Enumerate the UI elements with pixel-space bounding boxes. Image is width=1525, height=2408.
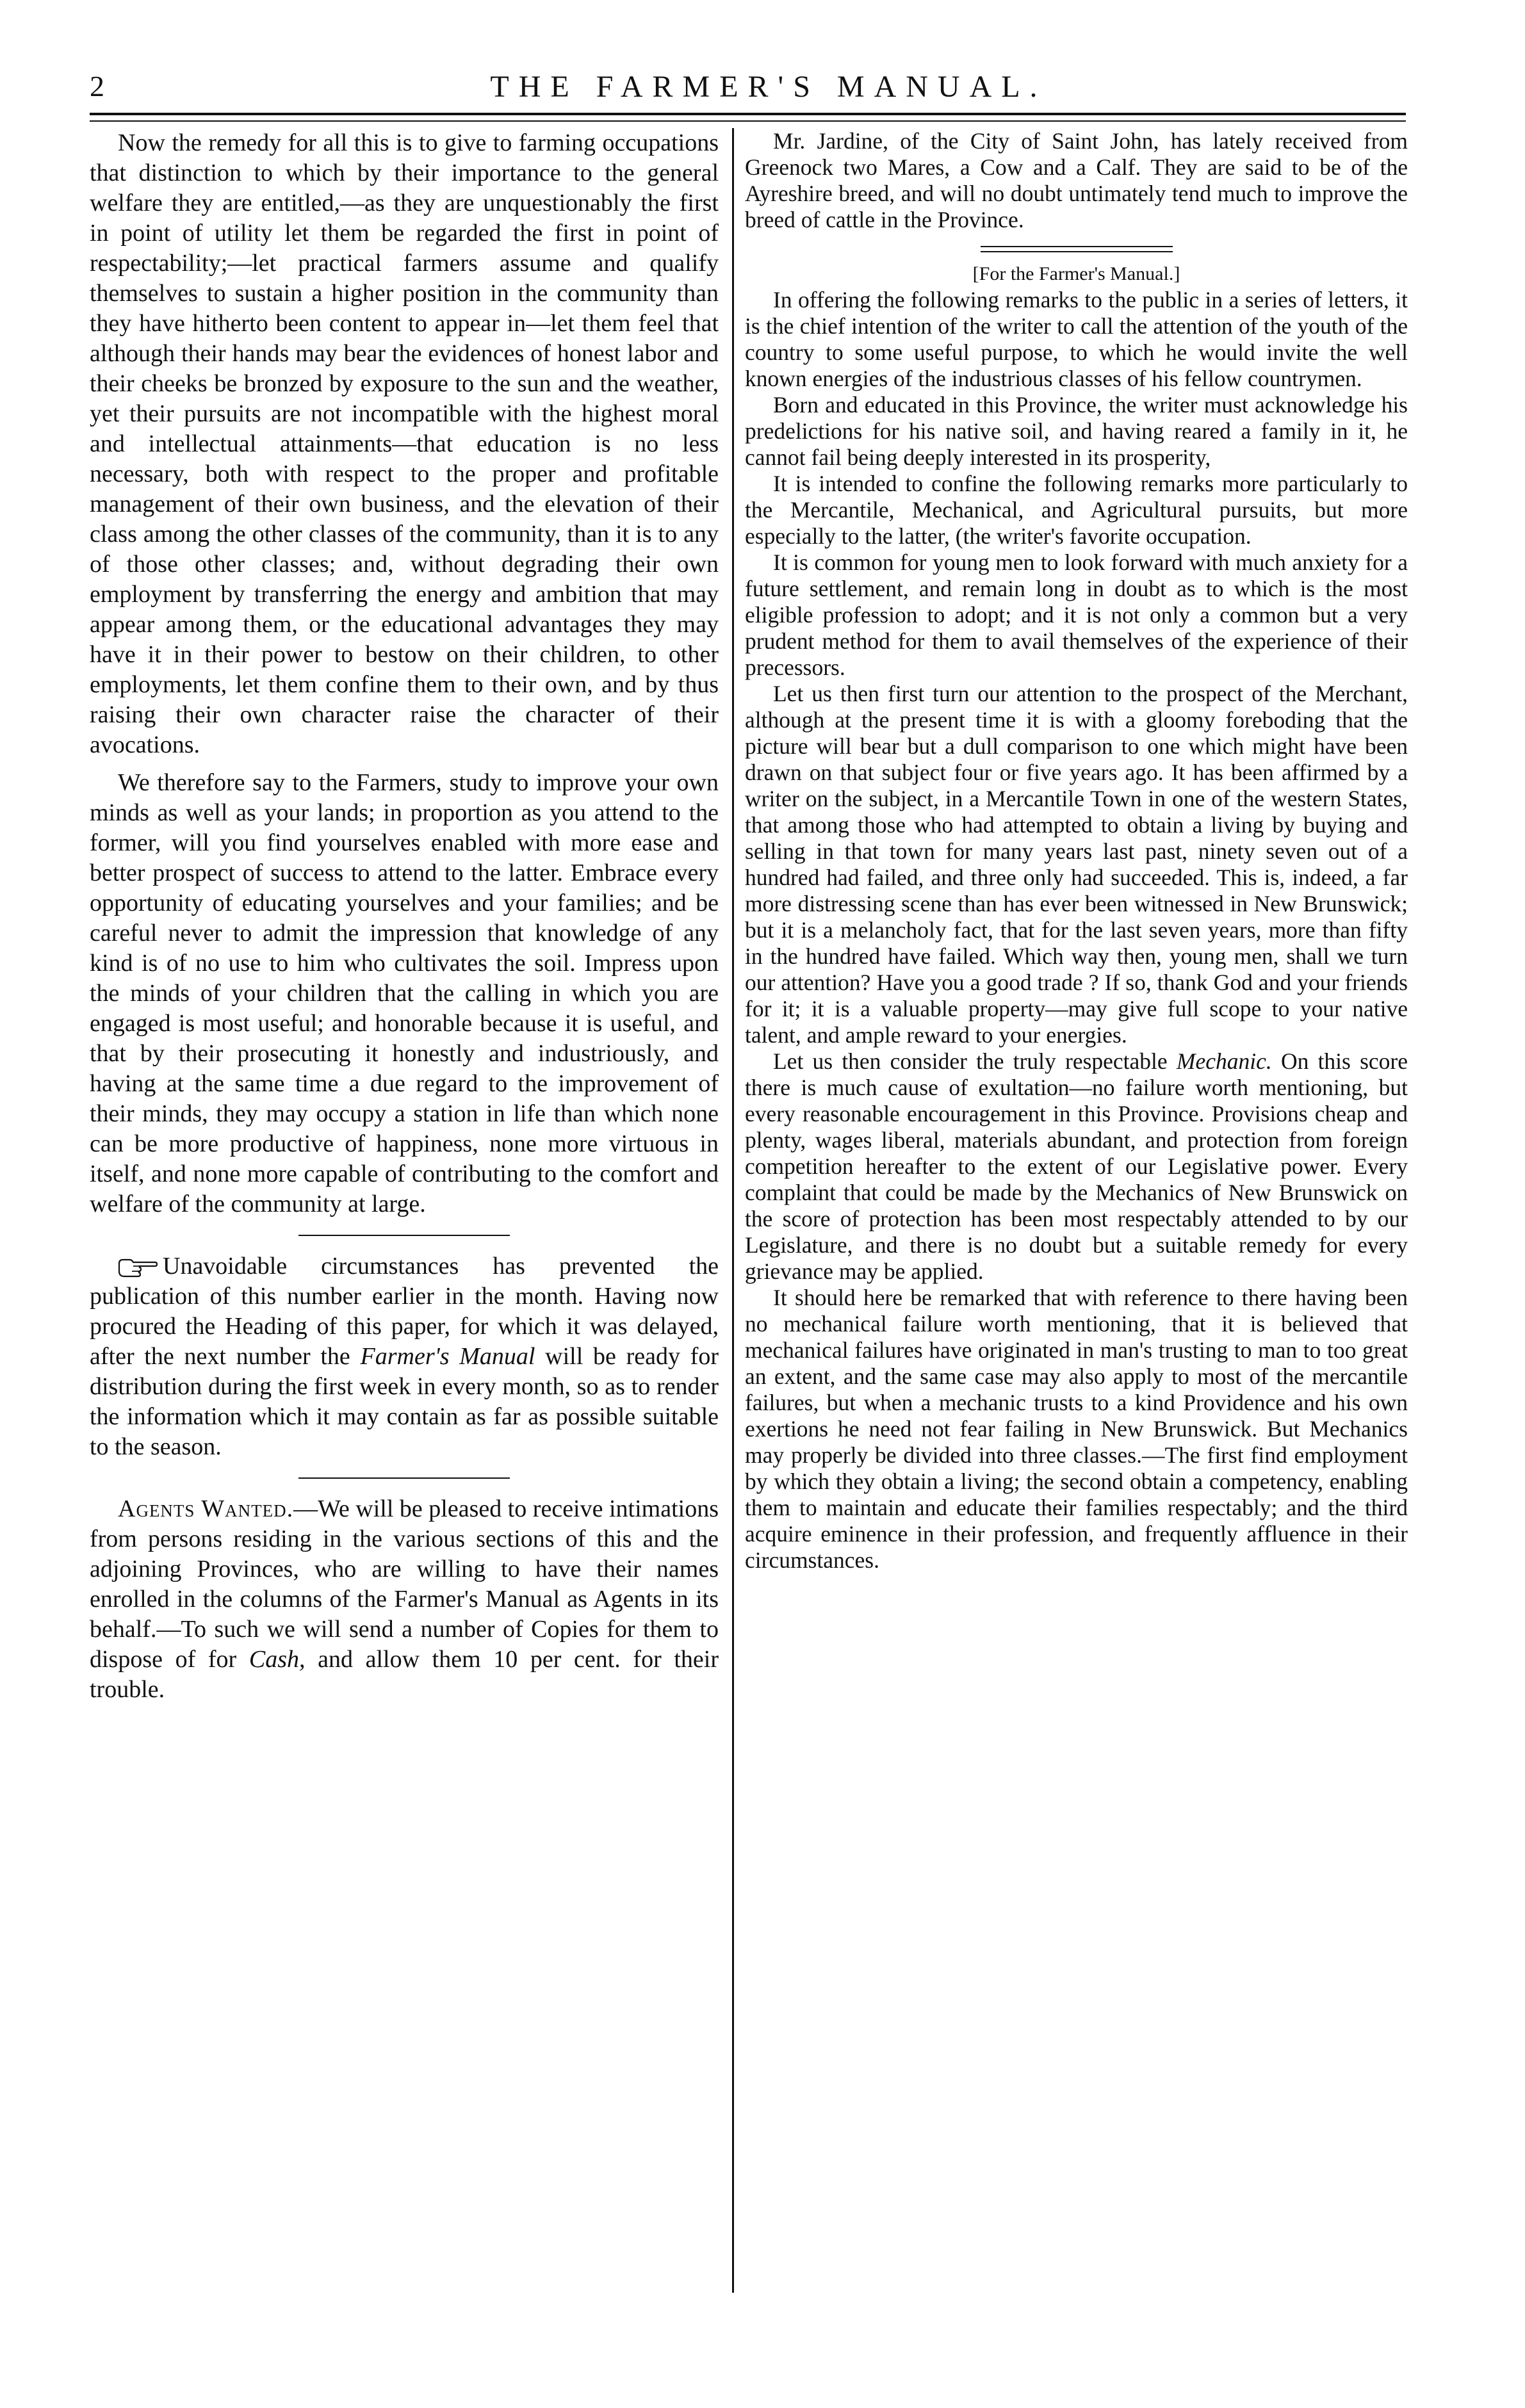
mechanic-paragraph [745,1048,1408,1285]
paragraph: It is common for young men to look forward with much anxiety for a future settlement, and remain long in doubt as to which is the most eligible profession to adopt; and it is not only a common but a very prudent method for them to avail themselves of the experience of their precessors. [745,549,1408,680]
letter-heading: [For the Farmer's Manual.] [972,263,1180,284]
agents-text-2: and allow them 10 per cent. for their trouble. [90,1646,719,1703]
jardine-paragraph: Mr. Jardine, of the City of Saint John, has lately received from Greenock two Mares, a Cow and a Calf. They are said to be of the Ayreshire breed, and will no doubt untimately tend much to improve the breed of cattle in the Province. [745,128,1408,232]
paragraph: It should here be remarked that with reference to there having been no mechanical failure worth mentioning, that it is believed that mechanical failures have originated in man's trusting to man to too great an extent, and the same case may also apply to most of the mercantile failures, but when a mechanic trusts to a kind Providence and his own exertions he need not fear failing in New Brunswick. But Mechanics may properly be divided into three classes.—The first find employment by which they obtain a living; the second obtain a competency, enabling them to maintain and educate their families respectably; and the third acquire eminence in their profession, and frequently affluence in their circumstances. [745,1285,1408,1573]
mechanic-text-2: On this score there is much cause of exultation—no failure worth mentioning, but every reasonable encouragement in this Province. Provisions cheap and plenty, wages liberal, materials abundant, and protection from foreign competition hereafter to the extent of our Legislative power. Every complaint that could be made by the Mechanics of New Brunswick on the score of protection has been most respectably attended to by our Legislature, and there is no doubt but a suitable remedy for every grievance may be applied. [745,1048,1408,1284]
column-divider [732,128,734,2293]
agents-label: Agents Wanted. [118,1495,294,1522]
left-column [90,128,719,1705]
notice-paragraph [90,1251,719,1462]
paragraph: It is intended to confine the following remarks more particularly to the Mercantile, Mechanical, and Agricultural pursuits, but more especially to the latter, (the writer's favorite occupation. [745,471,1408,549]
paragraph: We therefore say to the Farmers, study to improve your own minds as well as your lands; in proportion as you attend to the former, will you find yourselves enabled with more ease and better prospect of success to attend to the latter. Embrace every opportunity of educating yourselves and your families; and be careful never to admit the impression that knowledge of any kind is of no use to him who cultivates the soil. Impress upon the minds of your children that the calling in which you are engaged is most useful; and honorable because it is useful, and that by their prosecuting it honestly and industriously, and having at the same time a due regard to the improvement of their minds, they may occupy a station in life than which none can be more productive of happiness, none more virtuous in itself, and none more capable of contributing to the comfort and welfare of the community at large. [90,769,719,1217]
double-rule [981,246,1173,252]
agents-text-1: —We will be pleased to receive intimations from persons residing in the various sections of this and the adjoining Provinces, who are willing to have their names enrolled in the columns of the Farmer's Manual as Agents in its behalf.—To such we will send a number of Copies for them to dispose of for [90,1495,719,1673]
pointing-hand-icon [118,1257,158,1278]
notice-text-1: Unavoidable circumstances has prevented the publication of this number earlier in the month. Having now procured the Heading of this paper, for which it was delayed, after the next number the [90,1253,719,1370]
mechanic-italic: Mechanic. [1176,1048,1272,1074]
agents-italic: Cash, [249,1646,306,1673]
page-number: 2 [90,70,104,102]
right-column [745,128,1408,1574]
paragraph: Let us then first turn our attention to the prospect of the Merchant, although at the present time it is with a gloomy foreboding that the picture will bear but a dull comparison to one which might have been drawn on that subject four or five years ago. It has been affirmed by a writer on the subject, in a Mercantile Town in one of the western States, that among those who had attempted to obtain a living by buying and selling in that town for many years last past, ninety seven out of a hundred had failed, and three only had succeeded. This is, indeed, a far more distressing scene than has ever been witnessed in New Brunswick; but it is a melancholy fact, that for the last seven years, more than fifty in the hundred have failed. Which way then, young men, shall we turn our attention? Have you a good trade ? If so, thank God and your friends for it; it is a valuable property—may give full scope to your native talent, and ample reward to your energies. [745,681,1408,1048]
section-rule [298,1235,510,1236]
header-rule-thin [90,120,1406,122]
paragraph: Born and educated in this Province, the writer must acknowledge his predelictions for his native soil, and having reared a family in it, he cannot fail being deeply interested in its prosperity, [745,392,1408,470]
notice-title-italic: Farmer's Manual [360,1343,535,1370]
notice-text-2: will be ready for distribution during the first week in every month, so as to render the information which it may contain as far as possible suitable to the season. [90,1343,719,1460]
paragraph: In offering the following remarks to the public in a series of letters, it is the chief intention of the writer to call the attention of the youth of the country to some useful purpose, to which he would invite the well known energies of the industrious classes of his fellow countrymen. [745,287,1408,391]
agents-paragraph [90,1494,719,1705]
paragraph: Now the remedy for all this is to give to farming occupations that distinction to which by their importance to the general welfare they are entitled,—as they are unquestionably the first in point of utility let them be regarded the first in point of respectability;—let practical farmers assume and qualify themselves to sustain a higher position in the community than they have hitherto been content to appear in—let them feel that although their hands may bear the evidences of honest labor and their cheeks be bronzed by exposure to the sun and the weather, yet their pursuits are not incompatible with the highest moral and intellectual attainments—that education is no less necessary, both with respect to the proper and profitable management of their own business, and the elevation of their class among the other classes of the community, than it is to any of those other classes; and, without degrading their own employment by transferring the energy and ambition that may appear among them, or the educational advantages they may have it in their power to bestow on their children, to other employments, let them confine them to their own, and by thus raising their own character raise the character of their avocations. [90,129,719,758]
running-title: THE FARMER'S MANUAL. [490,70,1047,104]
mechanic-text-1: Let us then consider the truly respectable [773,1048,1177,1074]
header-rule-thick [90,113,1406,115]
section-rule [298,1477,510,1479]
